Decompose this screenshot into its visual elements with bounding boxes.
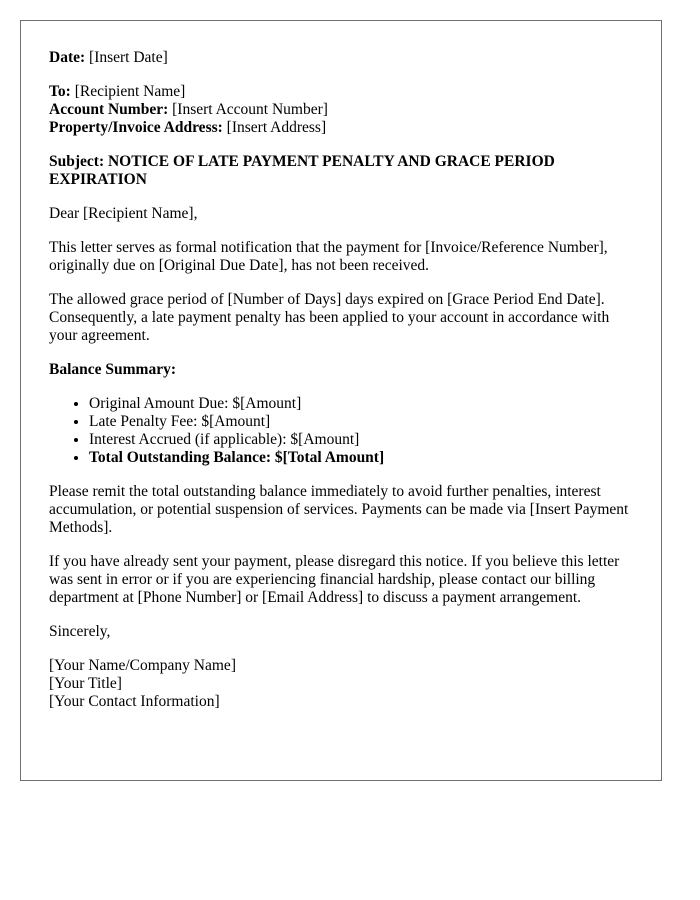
- paragraph-contact: If you have already sent your payment, please disregard this notice. If you believe this letter was sent in error or if you are experiencing financial hardship, please contact our billing department at [Phone Number] or [Email Address] to discuss a payment arrangement.: [49, 553, 620, 606]
- subject-label: Subject:: [49, 153, 105, 170]
- account-label: Account Number:: [49, 101, 169, 118]
- paragraph-notification: This letter serves as formal notification that the payment for [Invoice/Reference Number], originally due on [Original Due Date], has not been received.: [49, 239, 608, 274]
- address-value: [Insert Address]: [226, 119, 327, 136]
- balance-summary-heading: Balance Summary:: [49, 361, 177, 378]
- date-line: [49, 49, 633, 67]
- account-line: [49, 101, 633, 119]
- paragraph-grace-period: The allowed grace period of [Number of Days] days expired on [Grace Period End Date]. Consequently, a late payment penalty has been applied to your account in accordance with your agreement.: [49, 291, 610, 344]
- to-label: To:: [49, 83, 71, 100]
- balance-item-total: • Total Outstanding Balance: $[Total Amount]: [89, 449, 633, 467]
- date-value: [Insert Date]: [89, 49, 168, 66]
- recipient-block: [49, 83, 633, 137]
- signature-name: [Your Name/Company Name]: [49, 657, 236, 674]
- date-label: Date:: [49, 49, 86, 66]
- salutation: Dear [Recipient Name],: [49, 205, 198, 222]
- to-line: [49, 83, 633, 101]
- balance-item-interest: • Interest Accrued (if applicable): $[Amount]: [89, 431, 633, 449]
- subject-value: NOTICE OF LATE PAYMENT PENALTY AND GRACE PERIOD EXPIRATION: [49, 153, 555, 188]
- account-value: [Insert Account Number]: [172, 101, 328, 118]
- to-value: [Recipient Name]: [74, 83, 186, 100]
- signature-block: [49, 657, 633, 711]
- address-line: [49, 119, 633, 137]
- letter-page: [20, 20, 662, 781]
- balance-item-original: • Original Amount Due: $[Amount]: [89, 395, 633, 413]
- closing: Sincerely,: [49, 623, 111, 640]
- signature-title: [Your Title]: [49, 675, 122, 692]
- balance-summary-list: [49, 395, 633, 467]
- paragraph-remit: Please remit the total outstanding balance immediately to avoid further penalties, interest accumulation, or potential suspension of services. Payments can be made via [Insert Payment Methods].: [49, 483, 629, 536]
- balance-item-penalty: • Late Penalty Fee: $[Amount]: [89, 413, 633, 431]
- signature-contact: [Your Contact Information]: [49, 693, 220, 710]
- subject-line: [49, 153, 633, 189]
- address-label: Property/Invoice Address:: [49, 119, 223, 136]
